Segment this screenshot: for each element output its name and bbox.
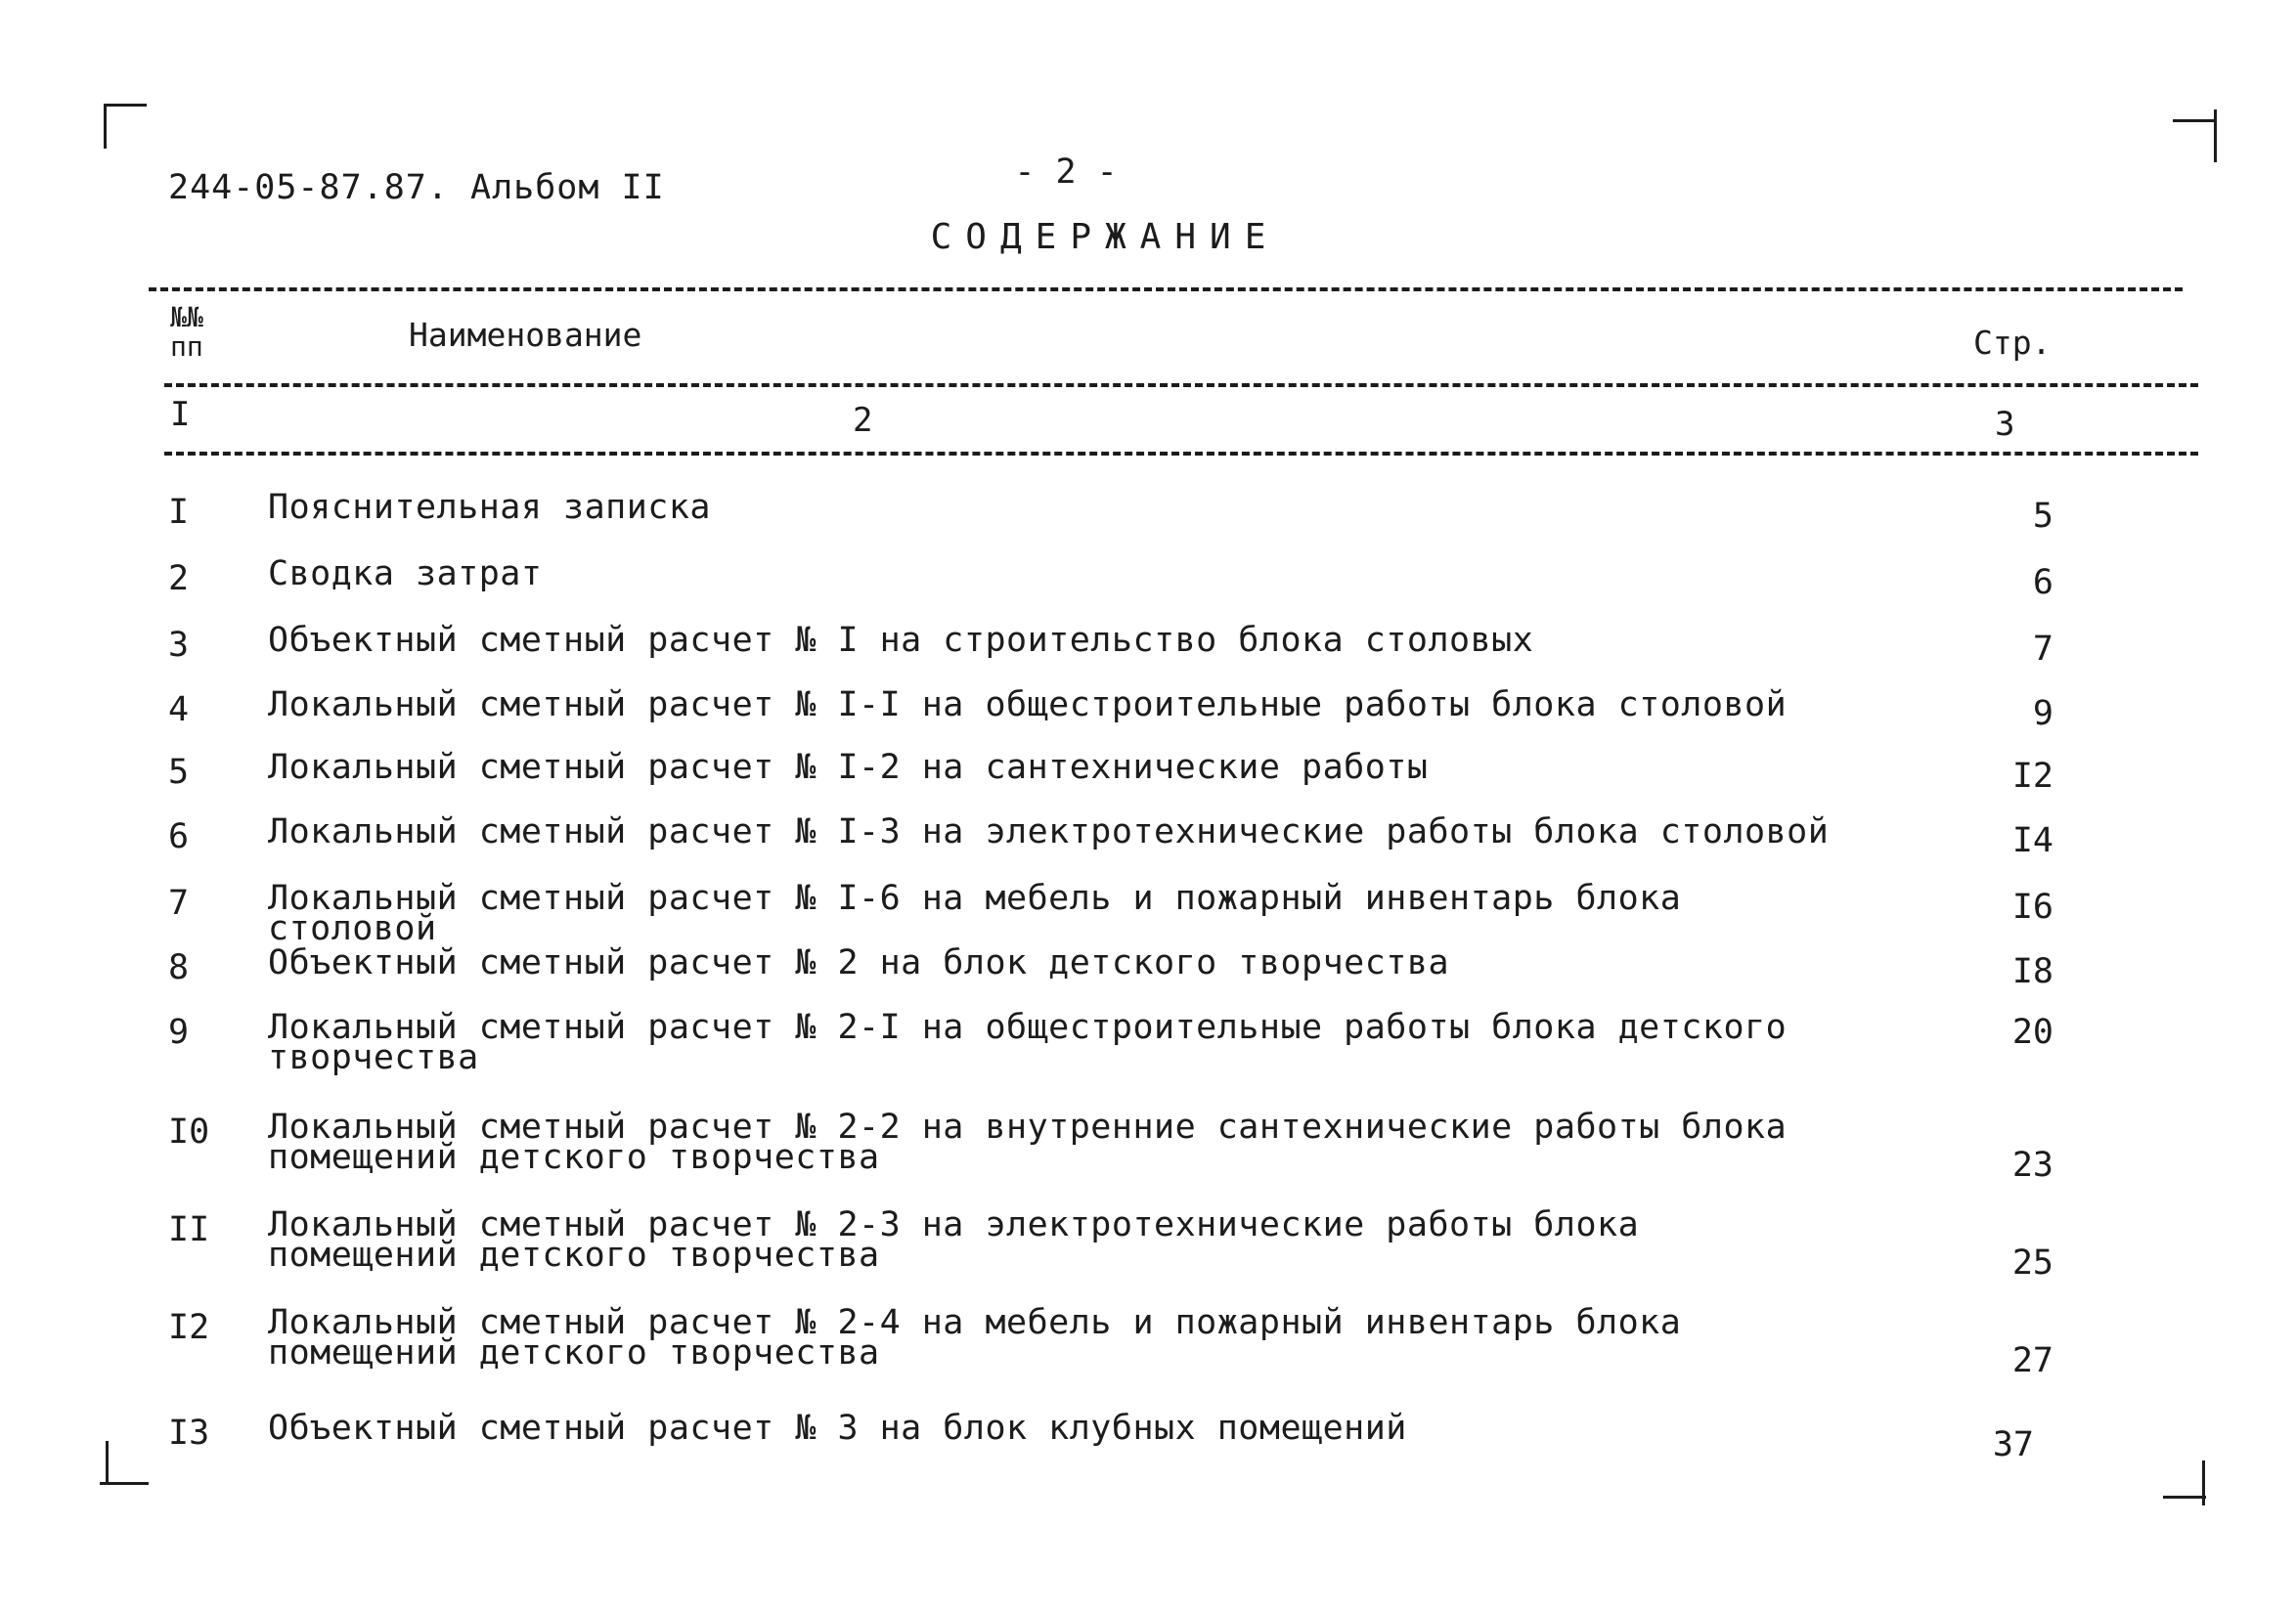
row-title: Пояснительная записка: [268, 488, 712, 527]
column-header-number: №№ пп: [170, 301, 203, 363]
row-number: I: [168, 493, 190, 532]
row-page: 27: [2011, 1341, 2053, 1380]
row-number: 7: [168, 884, 190, 923]
row-number: 9: [168, 1013, 190, 1052]
row-page: I2: [2011, 757, 2053, 796]
row-title: Локальный сметный расчет № I-2 на сантехнические работы: [268, 748, 1429, 787]
column-index-2: 2: [853, 401, 873, 440]
column-index-1: I: [170, 395, 191, 434]
row-number: 4: [168, 690, 190, 729]
row-page: 37: [1992, 1425, 2034, 1464]
row-title: Сводка затрат: [268, 554, 543, 593]
page-title: СОДЕРЖАНИЕ: [930, 217, 1280, 257]
row-title: Локальный сметный расчет № I-I на общестроительные работы блока столовой: [268, 685, 1788, 724]
row-page: I8: [2011, 952, 2053, 991]
row-number: 8: [168, 948, 190, 987]
row-page: 6: [2032, 563, 2053, 602]
page-number: - 2 -: [1014, 153, 1118, 192]
row-title: Локальный сметный расчет № I-6 на мебель и пожарный инвентарь блока столовой: [268, 879, 1682, 948]
row-title: Локальный сметный расчет № 2-3 на электротехнические работы блока помещений детского творчества: [268, 1205, 1640, 1275]
row-page: I4: [2011, 821, 2053, 860]
column-index-3: 3: [1995, 405, 2015, 444]
header-separator-rule: [164, 383, 2198, 387]
row-number: 2: [168, 559, 190, 598]
row-number: I0: [168, 1112, 210, 1152]
row-page: 5: [2032, 497, 2053, 536]
column-index-separator-rule: [164, 452, 2198, 456]
row-title: Объектный сметный расчет № I на строительство блока столовых: [268, 621, 1534, 660]
row-number: I3: [168, 1414, 210, 1453]
row-page: I6: [2011, 888, 2053, 927]
row-title: Локальный сметный расчет № 2-I на общестроительные работы блока детского творчества: [268, 1008, 1788, 1077]
row-title: Локальный сметный расчет № 2-4 на мебель и пожарный инвентарь блока помещений детского творчества: [268, 1303, 1682, 1373]
column-header-name: Наименование: [409, 316, 642, 354]
row-page: 20: [2011, 1013, 2053, 1052]
table-top-rule: [149, 287, 2183, 291]
row-number: I2: [168, 1308, 210, 1347]
row-title: Локальный сметный расчет № I-3 на электротехнические работы блока столовой: [268, 812, 1830, 851]
row-number: 6: [168, 817, 190, 856]
row-page: 23: [2011, 1146, 2053, 1185]
row-number: 5: [168, 753, 190, 792]
row-title: Объектный сметный расчет № 3 на блок клубных помещений: [268, 1409, 1407, 1448]
row-page: 25: [2011, 1243, 2053, 1283]
row-title: Локальный сметный расчет № 2-2 на внутренние сантехнические работы блока помещений детского творчества: [268, 1108, 1788, 1177]
row-page: 9: [2032, 694, 2053, 733]
row-number: 3: [168, 626, 190, 665]
document-code: 244-05-87.87. Альбом II: [168, 168, 665, 207]
row-title: Объектный сметный расчет № 2 на блок детского творчества: [268, 943, 1450, 982]
column-header-page: Стр.: [1973, 324, 2052, 362]
row-page: 7: [2032, 630, 2053, 669]
row-number: II: [168, 1210, 210, 1249]
